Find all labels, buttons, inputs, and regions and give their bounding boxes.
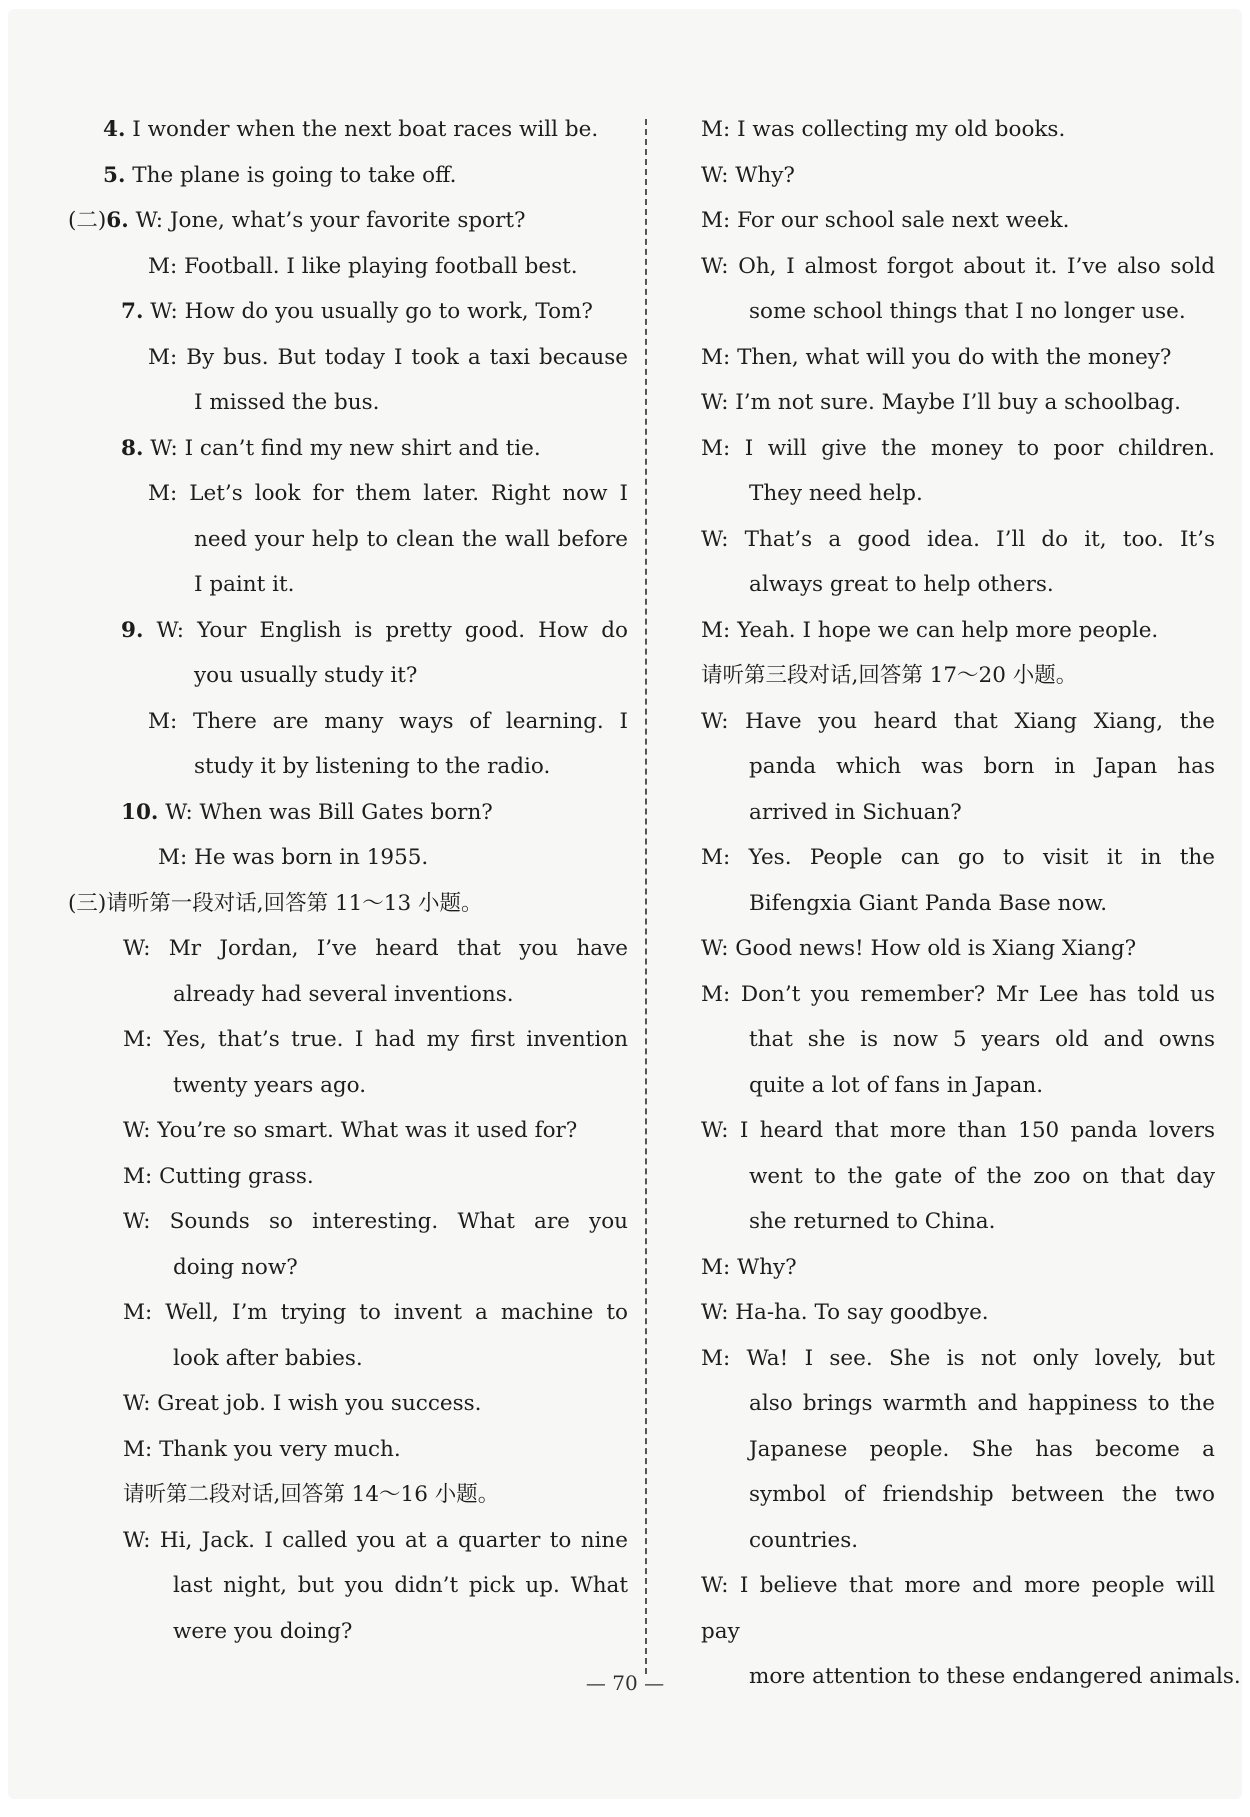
text-line <box>701 835 1215 881</box>
text-line <box>701 653 1221 699</box>
line-text: last night, but you didn’t pick up. What <box>173 1573 628 1598</box>
line-text: W: Hi, Jack. I called you at a quarter to nine <box>123 1527 628 1553</box>
text-line <box>701 380 1221 426</box>
line-text: The plane is going to take off. <box>125 162 457 188</box>
line-text: countries. <box>749 1527 859 1553</box>
text-line <box>701 517 1215 563</box>
line-text: W: When was Bill Gates born? <box>158 799 493 825</box>
line-text: W: Mr Jordan, I’ve heard that you have <box>123 936 628 961</box>
line-text: M: Why? <box>701 1254 797 1280</box>
line-text: W: That’s a good idea. I’ll do it, too. It’s <box>701 526 1215 552</box>
line-text: M: Thank you very much. <box>123 1436 401 1462</box>
column-divider <box>645 119 647 1674</box>
text-line <box>8 335 628 381</box>
item-number: 5. <box>103 162 126 188</box>
text-line <box>8 744 638 790</box>
text-line <box>8 972 638 1018</box>
line-text: (三)请听第一段对话,回答第 11～13 小题。 <box>68 890 483 916</box>
line-text: always great to help others. <box>749 572 1054 597</box>
line-text: W: I’m not sure. Maybe I’ll buy a schoolbag. <box>701 390 1181 415</box>
line-text: study it by listening to the radio. <box>194 754 551 779</box>
line-text: she returned to China. <box>749 1209 996 1234</box>
line-text: M: Yes, that’s true. I had my first invention <box>123 1027 628 1052</box>
text-line <box>701 335 1221 381</box>
line-text: quite a lot of fans in Japan. <box>749 1072 1044 1098</box>
text-line <box>8 1381 638 1427</box>
text-line <box>8 608 628 654</box>
section-prefix: (二) <box>68 208 107 233</box>
line-text: more attention to these endangered animals. <box>749 1664 1241 1689</box>
text-line <box>8 107 638 153</box>
line-text: M: Football. I like playing football best. <box>148 253 578 279</box>
text-line <box>701 1518 1221 1564</box>
line-text: They need help. <box>749 481 923 506</box>
line-text: Japanese people. She has become a <box>749 1436 1215 1462</box>
text-line <box>701 790 1221 836</box>
text-line <box>8 1472 638 1518</box>
text-line <box>701 926 1221 972</box>
text-line <box>8 1290 628 1336</box>
text-line <box>701 1336 1215 1382</box>
line-text: M: Wa! I see. She is not only lovely, but <box>701 1345 1215 1371</box>
text-line <box>701 972 1215 1018</box>
text-line <box>701 1063 1221 1109</box>
line-text: twenty years ago. <box>173 1072 367 1098</box>
line-text: W: Great job. I wish you success. <box>123 1391 482 1416</box>
text-line <box>8 881 638 927</box>
text-line <box>8 198 638 244</box>
line-text: panda which was born in Japan has <box>749 754 1215 779</box>
text-line <box>701 198 1221 244</box>
line-text: I missed the bus. <box>194 390 380 415</box>
line-text: symbol of friendship between the two <box>749 1482 1215 1507</box>
line-text: W: Your English is pretty good. How do <box>143 617 628 643</box>
text-line <box>701 1563 1215 1654</box>
line-text: W: How do you usually go to work, Tom? <box>143 299 593 324</box>
line-text: W: Good news! How old is Xiang Xiang? <box>701 936 1137 961</box>
line-text: doing now? <box>173 1254 298 1280</box>
text-line <box>8 153 638 199</box>
line-text: look after babies. <box>173 1345 363 1371</box>
item-number: 6. <box>106 208 129 233</box>
text-line <box>701 289 1221 335</box>
line-text: M: Well, I’m trying to invent a machine to <box>123 1300 628 1325</box>
line-text: M: Yes. People can go to visit it in the <box>701 845 1215 870</box>
text-line <box>8 926 628 972</box>
text-line <box>8 1609 638 1655</box>
line-text: M: Let’s look for them later. Right now I <box>148 481 628 506</box>
line-text: W: Have you heard that Xiang Xiang, the <box>701 708 1215 734</box>
text-line <box>701 1199 1221 1245</box>
text-line <box>8 1518 628 1564</box>
text-line <box>701 1427 1215 1473</box>
text-line <box>701 244 1215 290</box>
text-line <box>8 244 638 290</box>
line-text: M: I will give the money to poor children. <box>701 435 1215 461</box>
line-text: W: Why? <box>701 162 795 188</box>
text-line <box>701 1472 1215 1518</box>
line-text: M: For our school sale next week. <box>701 208 1070 233</box>
line-text: also brings warmth and happiness to the <box>749 1391 1215 1416</box>
line-text: M: I was collecting my old books. <box>701 117 1066 142</box>
text-line <box>701 107 1221 153</box>
text-line <box>8 1108 638 1154</box>
text-line <box>701 426 1215 472</box>
line-text: W: I believe that more and more people will pay <box>701 1573 1215 1644</box>
line-text: M: He was born in 1955. <box>158 845 429 870</box>
text-line <box>701 699 1215 745</box>
line-text: 请听第三段对话,回答第 17～20 小题。 <box>701 663 1078 688</box>
text-line <box>8 1063 638 1109</box>
text-line <box>701 1290 1221 1336</box>
text-line <box>8 517 628 563</box>
text-line <box>701 608 1221 654</box>
line-text: W: You’re so smart. What was it used for? <box>123 1118 578 1143</box>
text-line <box>701 1154 1215 1200</box>
line-text: were you doing? <box>173 1618 353 1644</box>
line-text: you usually study it? <box>194 663 418 688</box>
line-text: went to the gate of the zoo on that day <box>749 1163 1215 1189</box>
line-text: Bifengxia Giant Panda Base now. <box>749 890 1108 916</box>
text-line <box>8 1017 628 1063</box>
line-text: I paint it. <box>194 572 295 597</box>
text-line <box>8 1563 628 1609</box>
text-line <box>8 1154 638 1200</box>
line-text: W: Sounds so interesting. What are you <box>123 1209 628 1234</box>
text-line <box>8 1245 638 1291</box>
line-text: M: Don’t you remember? Mr Lee has told us <box>701 981 1215 1007</box>
line-text: that she is now 5 years old and owns <box>749 1027 1215 1052</box>
text-line <box>701 562 1221 608</box>
text-line <box>8 380 638 426</box>
line-text: already had several inventions. <box>173 981 514 1007</box>
text-line <box>701 1108 1215 1154</box>
text-line <box>701 1381 1215 1427</box>
line-text: M: Then, what will you do with the money? <box>701 344 1172 370</box>
left-column <box>8 107 638 1654</box>
text-line <box>8 471 628 517</box>
line-text: W: I can’t find my new shirt and tie. <box>143 435 541 461</box>
right-column <box>701 107 1241 1700</box>
text-line <box>8 790 638 836</box>
text-line <box>8 699 628 745</box>
line-text: some school things that I no longer use. <box>749 299 1186 324</box>
item-number: 7. <box>121 299 144 324</box>
text-line <box>8 653 638 699</box>
text-line <box>701 153 1221 199</box>
text-line <box>8 1199 628 1245</box>
line-text: W: I heard that more than 150 panda lovers <box>701 1118 1215 1143</box>
text-line <box>701 1017 1215 1063</box>
line-text: I wonder when the next boat races will be. <box>125 117 599 142</box>
item-number: 10. <box>121 799 159 825</box>
item-number: 4. <box>103 117 126 142</box>
text-line <box>8 1427 638 1473</box>
item-number: 8. <box>121 435 144 461</box>
text-line <box>701 744 1215 790</box>
text-line <box>8 835 638 881</box>
item-number: 9. <box>121 617 144 643</box>
text-line <box>8 1336 638 1382</box>
document-page <box>8 9 1242 1799</box>
text-line <box>701 471 1221 517</box>
line-text: M: By bus. But today I took a taxi because <box>148 344 628 370</box>
line-text: arrived in Sichuan? <box>749 799 962 825</box>
line-text: M: Yeah. I hope we can help more people. <box>701 617 1159 643</box>
line-text: M: There are many ways of learning. I <box>148 708 628 734</box>
text-line <box>8 289 638 335</box>
text-line <box>8 562 638 608</box>
line-text: M: Cutting grass. <box>123 1163 314 1189</box>
line-text: need your help to clean the wall before <box>194 526 628 552</box>
page-number: — 70 — <box>585 1671 665 1695</box>
text-line <box>8 426 638 472</box>
line-text: W: Ha-ha. To say goodbye. <box>701 1300 989 1325</box>
line-text: 请听第二段对话,回答第 14～16 小题。 <box>123 1482 500 1507</box>
text-line <box>701 1245 1221 1291</box>
line-text: W: Jone, what’s your favorite sport? <box>128 208 526 233</box>
text-line <box>701 881 1221 927</box>
line-text: W: Oh, I almost forgot about it. I’ve also sold <box>701 253 1215 279</box>
